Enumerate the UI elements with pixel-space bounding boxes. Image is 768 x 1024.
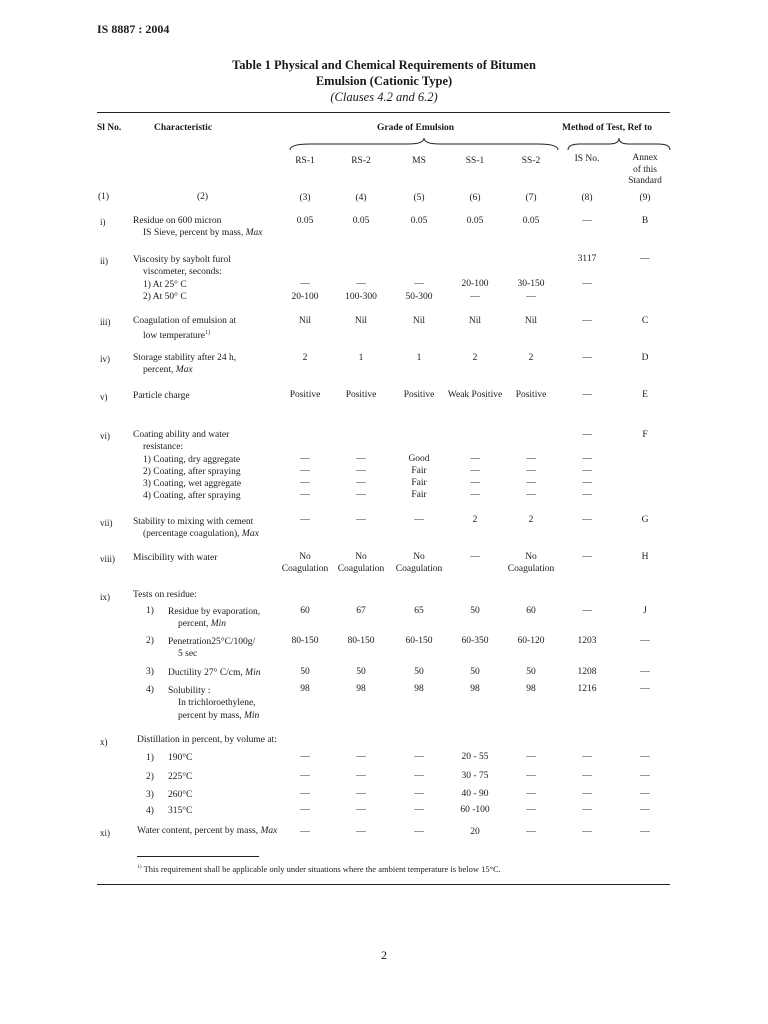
sub-characteristic: 260°C xyxy=(168,790,193,800)
row-number: ix) xyxy=(100,592,110,602)
value-cell: 50 xyxy=(526,667,536,677)
sub-characteristic: 225°C xyxy=(168,772,193,782)
row-number: iii) xyxy=(100,317,111,327)
annex-cell: — xyxy=(640,684,650,694)
value-cell: 20-100 xyxy=(461,279,489,289)
row-characteristic: Water content, percent by mass, Max xyxy=(137,826,278,836)
value-cell: 50 xyxy=(470,606,480,616)
value-cell: 0.05 xyxy=(466,216,484,226)
row-characteristic: Coagulation of emulsion at low temperature$^{1)}$ xyxy=(133,316,237,342)
value-cell: Nil xyxy=(354,316,368,326)
colnum-3: (3) xyxy=(299,193,311,203)
is-number-cell: — xyxy=(582,552,592,562)
row-number: viii) xyxy=(100,554,115,564)
annex-cell: G xyxy=(641,515,649,525)
row-characteristic: Viscosity by saybolt furol viscometer, seconds: 1) At 25° C 2) At 50° C xyxy=(133,255,231,302)
value-cell: — xyxy=(414,279,424,289)
annex-cell: D xyxy=(641,353,649,363)
grade-ss-2: SS-2 xyxy=(521,156,541,166)
annex-cell: C xyxy=(641,316,649,326)
is-number-cell: — xyxy=(582,805,592,815)
grade-brace xyxy=(290,138,558,152)
value-cell: — — — — xyxy=(526,454,536,500)
is-number-cell: 1216 xyxy=(577,684,597,694)
row-characteristic: Miscibility with water xyxy=(133,553,218,563)
is-number-cell: — xyxy=(582,316,592,326)
is-number-cell: — xyxy=(582,515,592,525)
value-cell: 0.05 xyxy=(522,216,540,226)
sub-number: 3) xyxy=(146,790,154,800)
value-cell: — xyxy=(356,752,366,762)
grade-ms: MS xyxy=(412,156,426,166)
value-cell: 98 xyxy=(526,684,536,694)
is-no-header: IS No. xyxy=(574,154,600,164)
annex-cell: — xyxy=(640,752,650,762)
table-title-clauses: (Clauses 4.2 and 6.2) xyxy=(330,90,438,104)
value-cell: 60 xyxy=(526,606,536,616)
value-cell: — xyxy=(356,279,366,289)
value-cell: 0.05 xyxy=(410,216,428,226)
value-cell: — — — — xyxy=(356,454,366,500)
colnum-8: (8) xyxy=(581,193,593,203)
header-grade-of-emulsion: Grade of Emulsion xyxy=(377,123,455,133)
value-cell: No Coagulation xyxy=(507,552,555,574)
value-cell: 60-120 xyxy=(517,636,545,646)
value-cell: — xyxy=(414,752,424,762)
is-number-cell: — — — — xyxy=(582,454,592,500)
sub-number: 2) xyxy=(146,772,154,782)
annex-cell: — xyxy=(640,771,650,781)
value-cell: — xyxy=(356,805,366,815)
header-sl-no: Sl No. xyxy=(97,123,122,133)
annex-cell: H xyxy=(641,552,649,562)
is-number-cell: — xyxy=(582,752,592,762)
value-cell: Good Fair Fair Fair xyxy=(408,454,430,500)
value-cell: Positive xyxy=(345,390,377,400)
value-cell: — xyxy=(356,515,366,525)
row-characteristic: Particle charge xyxy=(133,391,190,401)
footnote-rule xyxy=(137,856,259,857)
sub-characteristic: Penetration25°C/100g/ 5 sec xyxy=(168,637,256,660)
value-cell: — xyxy=(356,771,366,781)
value-cell: — xyxy=(414,789,424,799)
value-cell: — xyxy=(526,827,536,837)
value-cell: 65 xyxy=(414,606,424,616)
value-cell: 20-100 xyxy=(291,292,319,302)
row-number: vi) xyxy=(100,431,110,441)
value-cell: 50 xyxy=(414,667,424,677)
value-cell: 98 xyxy=(414,684,424,694)
document-id: IS 8887 : 2004 xyxy=(97,22,170,36)
row-number: x) xyxy=(100,737,108,747)
value-cell: Weak Positive xyxy=(447,390,503,400)
value-cell: — xyxy=(300,771,310,781)
sub-number: 1) xyxy=(146,606,154,616)
sub-characteristic: 315°C xyxy=(168,806,193,816)
is-number-cell: 1208 xyxy=(577,667,597,677)
annex-cell: F xyxy=(642,430,648,440)
value-cell: — xyxy=(414,515,424,525)
is-number-cell: — xyxy=(582,216,592,226)
is-number-cell: 3117 xyxy=(577,254,597,264)
value-cell: — xyxy=(526,789,536,799)
is-number-cell: — xyxy=(582,771,592,781)
value-cell: — xyxy=(300,752,310,762)
value-cell: Nil xyxy=(468,316,482,326)
annex-cell: — xyxy=(640,667,650,677)
value-cell: 100-300 xyxy=(345,292,377,302)
is-number-cell: — xyxy=(582,827,592,837)
value-cell: 20 xyxy=(470,827,480,837)
sub-characteristic: Residue by evaporation, percent, Min xyxy=(168,607,261,630)
value-cell: 98 xyxy=(470,684,480,694)
row-number: v) xyxy=(100,392,108,402)
value-cell: — — — — xyxy=(300,454,310,500)
value-cell: 30-150 xyxy=(517,279,545,289)
sub-number: 3) xyxy=(146,667,154,677)
colnum-1: (1) xyxy=(98,192,110,202)
value-cell: 40 - 90 xyxy=(461,789,489,799)
bottom-rule xyxy=(97,884,670,885)
annex-cell: — xyxy=(640,827,650,837)
value-cell: — xyxy=(470,292,480,302)
is-number-cell: — xyxy=(582,390,592,400)
header-method-of-test: Method of Test, Ref to xyxy=(562,123,652,133)
method-brace xyxy=(568,138,670,152)
row-number: ii) xyxy=(100,256,108,266)
row-characteristic: Residue on 600 micron IS Sieve, percent by mass, Max xyxy=(133,216,263,239)
annex-header: Annex of this Standard xyxy=(628,153,662,186)
top-rule xyxy=(97,112,670,113)
colnum-6: (6) xyxy=(469,193,481,203)
value-cell: — xyxy=(414,827,424,837)
colnum-2: (2) xyxy=(197,192,209,202)
grade-rs-1: RS-1 xyxy=(295,156,315,166)
value-cell: — xyxy=(414,805,424,815)
value-cell: 2 xyxy=(472,353,478,363)
annex-cell: B xyxy=(641,216,649,226)
colnum-9: (9) xyxy=(639,193,651,203)
value-cell: 60 xyxy=(300,606,310,616)
row-characteristic: Stability to mixing with cement (percentage coagulation), Max xyxy=(133,517,259,540)
header-characteristic: Characteristic xyxy=(154,123,213,133)
value-cell: — xyxy=(300,805,310,815)
colnum-5: (5) xyxy=(413,193,425,203)
is-number-cell: — xyxy=(582,789,592,799)
value-cell: — xyxy=(526,752,536,762)
sub-characteristic: Ductility 27° C/cm, Min xyxy=(168,668,261,678)
is-number-cell: — xyxy=(582,353,592,363)
colnum-7: (7) xyxy=(525,193,537,203)
annex-cell: J xyxy=(643,606,647,616)
value-cell: 2 xyxy=(472,515,478,525)
table-title-line2: Emulsion (Cationic Type) xyxy=(315,74,453,88)
value-cell: 30 - 75 xyxy=(461,771,489,781)
value-cell: 60-150 xyxy=(405,636,433,646)
is-number-cell: 1203 xyxy=(577,636,597,646)
value-cell: — xyxy=(526,771,536,781)
table-title-line1: Table 1 Physical and Chemical Requirements of Bitumen xyxy=(232,58,536,72)
value-cell: Nil xyxy=(524,316,538,326)
value-cell: 67 xyxy=(356,606,366,616)
is-number-cell: — xyxy=(582,430,592,440)
value-cell: 50 xyxy=(356,667,366,677)
is-number-cell: — xyxy=(582,606,592,616)
value-cell: — — — — xyxy=(470,454,480,500)
sub-number: 1) xyxy=(146,753,154,763)
value-cell: — xyxy=(356,789,366,799)
value-cell: 50 xyxy=(470,667,480,677)
value-cell: 0.05 xyxy=(352,216,370,226)
value-cell: 0.05 xyxy=(296,216,314,226)
value-cell: — xyxy=(300,827,310,837)
value-cell: No Coagulation xyxy=(337,552,385,574)
sub-number: 4) xyxy=(146,806,154,816)
value-cell: 1 xyxy=(358,353,364,363)
value-cell: Positive xyxy=(403,390,435,400)
annex-cell: — xyxy=(640,789,650,799)
value-cell: — xyxy=(300,279,310,289)
value-cell: 50-300 xyxy=(405,292,433,302)
value-cell: 50 xyxy=(300,667,310,677)
value-cell: No Coagulation xyxy=(281,552,329,574)
value-cell: 20 - 55 xyxy=(461,752,489,762)
value-cell: 60-350 xyxy=(461,636,489,646)
value-cell: Positive xyxy=(289,390,321,400)
value-cell: — xyxy=(356,827,366,837)
value-cell: 80-150 xyxy=(347,636,375,646)
value-cell: — xyxy=(470,552,480,562)
value-cell: Nil xyxy=(412,316,426,326)
value-cell: 2 xyxy=(528,515,534,525)
sub-characteristic: 190°C xyxy=(168,753,193,763)
grade-ss-1: SS-1 xyxy=(465,156,485,166)
sub-number: 4) xyxy=(146,685,154,695)
value-cell: 2 xyxy=(302,353,308,363)
value-cell: Nil xyxy=(298,316,312,326)
sub-number: 2) xyxy=(146,636,154,646)
value-cell: 1 xyxy=(416,353,422,363)
value-cell: — xyxy=(414,771,424,781)
grade-rs-2: RS-2 xyxy=(351,156,371,166)
row-number: xi) xyxy=(100,828,110,838)
value-cell: — xyxy=(300,789,310,799)
page-number: 2 xyxy=(381,948,387,962)
value-cell: 98 xyxy=(300,684,310,694)
value-cell: Positive xyxy=(515,390,547,400)
value-cell: 60 -100 xyxy=(460,805,490,815)
colnum-4: (4) xyxy=(355,193,367,203)
row-number: i) xyxy=(100,217,106,227)
annex-cell: — xyxy=(640,254,650,264)
row-characteristic: Storage stability after 24 h, percent, Max xyxy=(133,353,237,376)
value-cell: — xyxy=(300,515,310,525)
value-cell: No Coagulation xyxy=(395,552,443,574)
annex-cell: — xyxy=(640,805,650,815)
value-cell: 80-150 xyxy=(291,636,319,646)
annex-cell: — xyxy=(640,636,650,646)
row-characteristic: Tests on residue: xyxy=(133,590,197,600)
row-number: iv) xyxy=(100,354,110,364)
row-characteristic: Distillation in percent, by volume at: xyxy=(137,735,277,745)
annex-cell: E xyxy=(642,390,648,400)
value-cell: 98 xyxy=(356,684,366,694)
value-cell: — xyxy=(526,292,536,302)
row-characteristic: Coating ability and water resistance: 1) Coating, dry aggregate 2) Coating, after spraying 3) Coating, wet aggregate 4) Coating, after spraying xyxy=(133,430,242,502)
row-number: vii) xyxy=(100,518,113,528)
is-number-cell: — xyxy=(582,279,592,289)
footnote: $^{1)}$ This requirement shall be applicable only under situations where the ambient temperature is below 15°C. xyxy=(137,864,501,874)
sub-characteristic: Solubility : In trichloroethylene, percent by mass, Min xyxy=(168,686,260,721)
value-cell: 2 xyxy=(528,353,534,363)
value-cell: — xyxy=(526,805,536,815)
